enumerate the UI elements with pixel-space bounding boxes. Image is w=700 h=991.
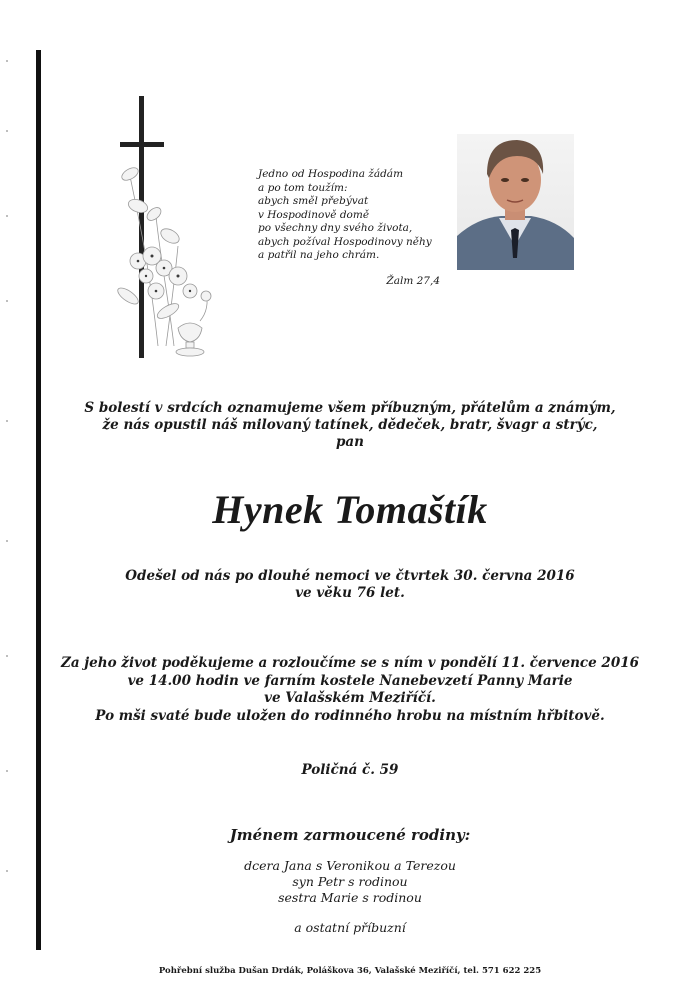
psalm-line: abych požíval Hospodinovy něhy bbox=[258, 235, 432, 248]
deceased-name: Hynek Tomaštík bbox=[212, 487, 488, 532]
announcement-text bbox=[50, 400, 650, 451]
death-info-line: ve věku 76 let. bbox=[295, 585, 405, 601]
psalm-line: v Hospodinově domě bbox=[258, 208, 370, 221]
announcement-line: pan bbox=[335, 434, 364, 450]
family-members bbox=[50, 858, 650, 906]
left-border-bar bbox=[36, 50, 41, 950]
margin-marks bbox=[6, 0, 10, 991]
death-info bbox=[50, 568, 650, 602]
announcement-line: S bolestí v srdcích oznamujeme všem příbuzným, přátelům a známým, bbox=[84, 400, 616, 416]
family-member: sestra Marie s rodinou bbox=[278, 890, 422, 905]
portrait-photo bbox=[457, 134, 574, 270]
service-line: Po mši svaté bude uložen do rodinného hrobu na místním hřbitově. bbox=[95, 707, 605, 724]
psalm-line: a patřil na jeho chrám. bbox=[258, 249, 380, 261]
family-heading: Jménem zarmoucené rodiny: bbox=[229, 826, 471, 844]
cross-with-flowers-icon bbox=[108, 96, 228, 366]
other-relatives: a ostatní příbuzní bbox=[294, 920, 406, 935]
residence-address: Poličná č. 59 bbox=[301, 762, 399, 778]
death-info-line: Odešel od nás po dlouhé nemoci ve čtvrtek 30. června 2016 bbox=[125, 568, 575, 584]
service-line: Za jeho život poděkujeme a rozloučíme se s ním v pondělí 11. července 2016 bbox=[60, 655, 639, 671]
announcement-line: že nás opustil náš milovaný tatínek, dědeček, bratr, švagr a strýc, bbox=[102, 417, 598, 433]
family-member: dcera Jana s Veronikou a Terezou bbox=[244, 858, 456, 873]
family-member: syn Petr s rodinou bbox=[292, 874, 408, 889]
psalm-reference: Žalm 27,4 bbox=[386, 274, 440, 287]
service-line: ve Valašském Meziříčí. bbox=[264, 690, 436, 706]
psalm-line: po všechny dny svého života, bbox=[258, 222, 413, 234]
funeral-service-footer: Pohřební služba Dušan Drdák, Poláškova 36, Valašské Meziříčí, tel. 571 622 225 bbox=[158, 966, 542, 976]
funeral-service-info bbox=[50, 655, 650, 725]
psalm-line: a po tom toužím: bbox=[258, 181, 348, 194]
psalm-line: Jedno od Hospodina žádám bbox=[258, 168, 404, 180]
psalm-quote bbox=[258, 168, 448, 288]
psalm-line: abych směl přebývat bbox=[258, 195, 369, 207]
service-line: ve 14.00 hodin ve farním kostele Nanebevzetí Panny Marie bbox=[127, 672, 573, 689]
